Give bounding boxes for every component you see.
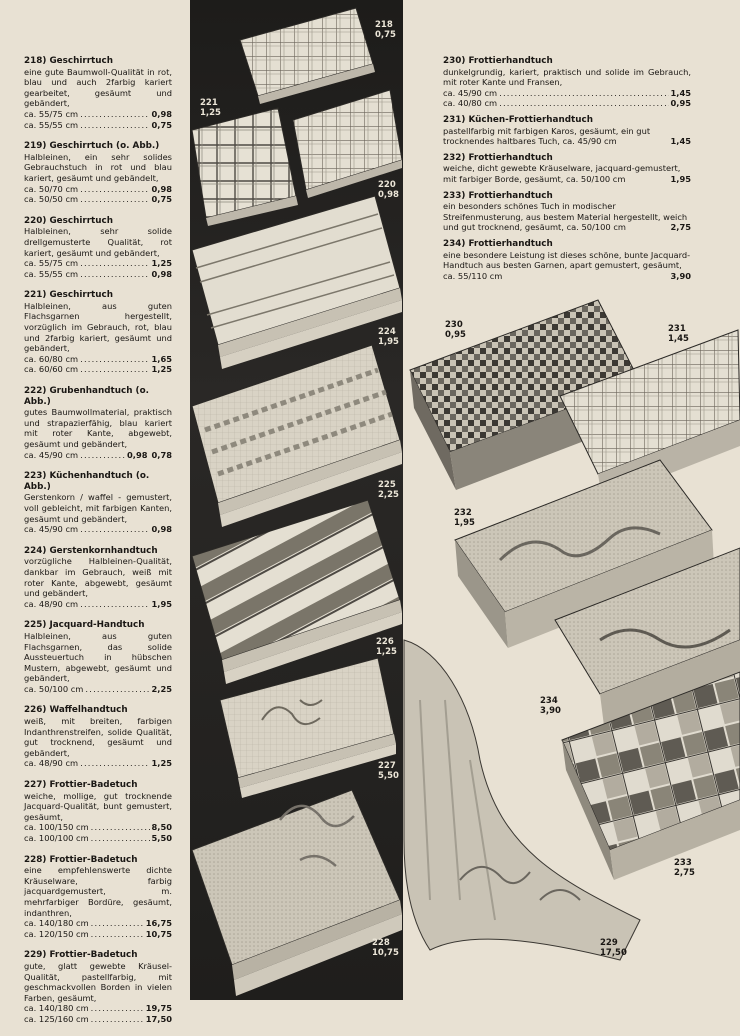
leader-dots — [499, 98, 668, 109]
price-label: 10,75 — [145, 928, 172, 939]
price-label: 2,25 — [151, 683, 172, 694]
price-label: 1,65 — [151, 353, 172, 364]
size-price-row — [24, 1014, 172, 1025]
entry-title: 229) Frottier-Badetuch — [24, 950, 138, 961]
catalog-entry — [443, 56, 691, 109]
entry-title: 231) Küchen-Frottierhandtuch — [443, 114, 593, 125]
entry-price: 1,45 — [670, 136, 691, 147]
entry-title: 228) Frottier-Badetuch — [24, 854, 138, 865]
right-text-column — [443, 56, 691, 287]
photo-label-229: 229 17,50 — [600, 938, 627, 958]
price-label: 0,98 — [127, 449, 148, 460]
entry-title: 221) Geschirrtuch — [24, 290, 113, 301]
catalog-entry — [443, 153, 691, 185]
size-label: ca. 140/180 cm — [24, 918, 89, 929]
size-label: ca. 60/80 cm — [24, 353, 79, 364]
photo-label-230: 230 0,95 — [445, 320, 466, 340]
entry-description: eine besondere Leistung ist dieses schöne, bunte Jacquard-Handtuch aus besten Garnen, apart gemustert, gesäumt, ca. 55/110 cm — [443, 249, 691, 281]
price-label: 16,75 — [145, 918, 172, 929]
entry-description-with-price — [443, 126, 691, 147]
size-label: ca. 45/90 cm — [24, 449, 79, 460]
size-label: ca. 125/160 cm — [24, 1013, 89, 1024]
entry-description: gutes Baumwollmaterial, praktisch und strapazierfähig, blau kariert mit roter Kante, abgewebt, gesäumt und gebändert, — [24, 407, 172, 449]
entry-description: pastellfarbig mit farbigen Karos, gesäumt, ein gut trocknendes haltbares Tuch, ca. 45/90 cm — [443, 125, 651, 147]
entry-description: Gerstenkorn / waffel - gemustert, voll gebleicht, mit farbigen Kanten, gesäumt und gebändert, — [24, 492, 172, 524]
entry-title: 223) Küchenhandtuch (o. Abb.) — [24, 471, 150, 492]
price-label: 0,75 — [151, 119, 172, 130]
size-label: ca. 50/70 cm — [24, 183, 79, 194]
entry-title: 233) Frottierhandtuch — [443, 190, 553, 201]
size-label: ca. 40/80 cm — [443, 98, 498, 109]
entry-description: eine gute Baumwoll-Qualität in rot, blau und auch 2farbig kariert gearbeitet, gesäumt und gebändert, — [24, 66, 172, 109]
price-label: 0,75 — [151, 194, 172, 205]
catalog-entry — [443, 115, 691, 147]
leader-dots — [499, 88, 668, 99]
price-label: 17,50 — [145, 1013, 172, 1024]
size-label: ca. 50/50 cm — [24, 194, 79, 205]
entry-description: vorzügliche Halbleinen-Qualität, dankbar im Gebrauch, weiß mit roter Kante, abgewebt, gesäumt und gebändert, — [24, 556, 172, 599]
towel-218 — [240, 8, 375, 104]
size-price-row — [443, 98, 691, 109]
photo-label-232: 232 1,95 — [454, 508, 475, 528]
price-label: 19,75 — [145, 1003, 172, 1014]
size-label: ca. 140/180 cm — [24, 1003, 89, 1014]
price-label: 0,98 — [151, 108, 172, 119]
towel-221 — [192, 108, 298, 226]
entry-title: 232) Frottierhandtuch — [443, 152, 553, 163]
photo-label-234: 234 3,90 — [540, 696, 561, 716]
price-label: 1,25 — [151, 758, 172, 769]
size-label: ca. 45/90 cm — [24, 524, 79, 535]
photo-label-220: 220 0,98 — [378, 180, 399, 200]
entry-title: 227) Frottier-Badetuch — [24, 780, 138, 791]
entry-title: 219) Geschirrtuch (o. Abb.) — [24, 141, 160, 152]
entry-title: 224) Gerstenkornhandtuch — [24, 545, 158, 556]
entry-description: weiß, mit breiten, farbigen Indanthrenstreifen, solide Qualität, gut trocknend, gesäumt und gebändert, — [24, 716, 172, 758]
size-label: ca. 100/150 cm — [24, 822, 89, 833]
size-label: ca. 55/75 cm — [24, 108, 79, 119]
photo-label-218: 218 0,75 — [375, 20, 396, 40]
price-label: 5,50 — [151, 833, 172, 843]
photo-label-225: 225 2,25 — [378, 480, 399, 500]
size-price-row — [24, 1003, 172, 1014]
towel-226 — [192, 500, 402, 684]
size-label: ca. 55/55 cm — [24, 268, 79, 279]
size-label: ca. 100/100 cm — [24, 833, 89, 843]
photo-label-233: 233 2,75 — [674, 858, 695, 878]
entry-title: 220) Geschirrtuch — [24, 215, 113, 226]
entry-description: eine empfehlenswerte dichte Kräuselware, farbig jacquardgemustert, m. mehrfarbiger Bordüre, gesäumt, indanthren, — [24, 865, 172, 918]
leader-dots — [91, 1014, 144, 1025]
catalog-entry — [443, 239, 691, 281]
photo-label-221: 221 1,25 — [200, 98, 221, 118]
entry-title: 225) Jacquard-Handtuch — [24, 620, 145, 631]
entry-description: Halbleinen, ein sehr solides Gebrauchstuch in rot und blau kariert, gesäumt und gebändelt, — [24, 151, 172, 183]
price-label-secondary: 0,78 — [151, 449, 172, 460]
size-label: ca. 120/150 cm — [24, 928, 89, 939]
entry-description: weiche, dicht gewebte Kräuselware, jacquard-gemustert, mit farbiger Borde, gesäumt, ca. 50/100 cm — [443, 163, 681, 184]
photo-label-226: 226 1,25 — [376, 637, 397, 657]
entry-title: 222) Grubenhandtuch (o. Abb.) — [24, 386, 149, 407]
photo-label-228: 228 10,75 — [372, 938, 399, 958]
towel-228 — [192, 790, 402, 996]
price-label: 0,98 — [151, 524, 172, 535]
entry-description: ein besonders schönes Tuch in modischer Streifenmusterung, aus bestem Material hergestellt, weich und gut trocknend, gesäumt, ca. 50/100 cm — [443, 201, 688, 233]
price-label: 1,45 — [670, 87, 691, 98]
entry-title: 226) Waffelhandtuch — [24, 705, 128, 716]
photo-label-224: 224 1,95 — [378, 327, 399, 347]
price-label: 0,98 — [151, 268, 172, 279]
size-label: ca. 55/55 cm — [24, 119, 79, 130]
price-label: 1,25 — [151, 258, 172, 269]
size-label: ca. 55/75 cm — [24, 258, 79, 269]
entry-description: weiche, mollige, gut trocknende Jacquard-Qualität, bunt gemustert, gesäumt, — [24, 790, 172, 822]
entry-price: 3,90 — [670, 270, 691, 281]
catalog-entry — [443, 191, 691, 233]
price-label: 1,25 — [151, 364, 172, 375]
entry-title: 218) Geschirrtuch — [24, 56, 113, 66]
entry-price: 1,95 — [670, 173, 691, 184]
size-label: ca. 50/100 cm — [24, 683, 84, 694]
entry-description: Halbleinen, aus guten Flachsgarnen, das solide Aussteuertuch in hübschen Mustern, abgewebt, gesäumt und gebändert, — [24, 630, 172, 684]
entry-description-with-price — [443, 250, 691, 282]
entry-description-with-price — [443, 163, 691, 184]
entry-description: dunkelgrundig, kariert, praktisch und solide im Gebrauch, mit roter Kante und Fransen, — [443, 66, 691, 88]
size-label: ca. 60/60 cm — [24, 364, 79, 375]
leader-dots — [91, 1003, 144, 1014]
size-label: ca. 45/90 cm — [443, 87, 498, 98]
photo-label-231: 231 1,45 — [668, 324, 689, 344]
entry-description: Halbleinen, aus guten Flachsgarnen hergestellt, vorzüglich im Gebrauch, rot, blau und 2farbig kariert, gesäumt und gebändert, — [24, 300, 172, 354]
size-label: ca. 48/90 cm — [24, 598, 79, 609]
entry-title: 234) Frottierhandtuch — [443, 238, 553, 249]
size-price-row — [443, 88, 691, 99]
entry-description: gute, glatt gewebte Kräusel-Qualität, pastellfarbig, mit geschmackvollen Borden in vielen Farben, gesäumt, — [24, 960, 172, 1003]
price-label: 0,98 — [151, 183, 172, 194]
entry-description: Halbleinen, sehr solide drellgemusterte Qualität, rot kariert, gesäumt und gebändert, — [24, 226, 172, 258]
towel-225 — [192, 345, 402, 527]
entry-title: 230) Frottierhandtuch — [443, 56, 553, 66]
price-label: 1,95 — [151, 598, 172, 609]
entry-price: 2,75 — [670, 222, 691, 233]
towel-227 — [220, 658, 396, 798]
price-label: 8,50 — [151, 822, 172, 833]
price-label: 0,95 — [670, 98, 691, 109]
photo-label-227: 227 5,50 — [378, 761, 399, 781]
entry-description-with-price — [443, 201, 691, 233]
size-label: ca. 48/90 cm — [24, 758, 79, 769]
